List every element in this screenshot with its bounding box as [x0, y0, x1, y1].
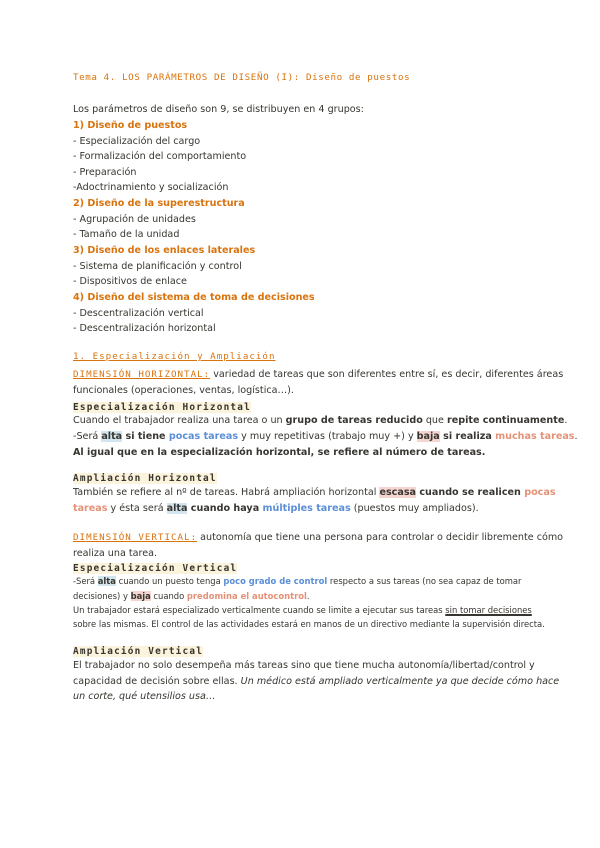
- text-run: muchas tareas: [495, 431, 575, 442]
- text-run: -Será: [73, 431, 102, 442]
- text-run: pocas: [524, 487, 556, 498]
- text-run: escasa: [379, 487, 417, 498]
- text-run: Un trabajador estará especializado verticalmente cuando se limite a ejecutar sus tareas: [73, 605, 446, 615]
- text-run: alta: [101, 431, 123, 442]
- amp-vertical-heading: Ampliación Vertical: [73, 646, 204, 657]
- text-run: cuando se realicen: [416, 487, 525, 498]
- list-item: - Formalización del comportamiento: [73, 151, 247, 162]
- text-run: poco grado de control: [223, 576, 328, 586]
- text-run: pocas tareas: [168, 431, 239, 442]
- esp-horizontal-line-3: Al igual que en la especialización horizontal, se refiere al número de tareas.: [73, 447, 486, 458]
- dim-horizontal-text: variedad de tareas que son diferentes entre sí, es decir, diferentes áreas: [210, 369, 564, 380]
- esp-vertical-line-3: [73, 604, 532, 616]
- dim-vertical-line-2: realiza una tarea.: [73, 548, 158, 559]
- list-item: - Descentralización horizontal: [73, 323, 216, 334]
- dim-vertical-text: autonomía que tiene una persona para controlar o decidir libremente cómo: [197, 532, 564, 543]
- dim-vertical-line-1: [73, 531, 563, 544]
- group-heading-1: 1) Diseño de puestos: [73, 120, 188, 131]
- esp-horizontal-heading-line: [73, 401, 251, 414]
- group-heading-4: 4) Diseño del sistema de toma de decisiones: [73, 292, 315, 303]
- esp-horizontal-heading: Especialización Horizontal: [73, 402, 251, 413]
- list-item: - Especialización del cargo: [73, 136, 201, 147]
- esp-vertical-heading: Especialización Vertical: [73, 563, 238, 574]
- dim-horizontal-line-1: [73, 368, 563, 381]
- list-item: -Adoctrinamiento y socialización: [73, 182, 229, 193]
- text-run: un corte, qué utensilios usa…: [73, 691, 216, 702]
- text-run: cuando un puesto tenga: [115, 576, 224, 586]
- text-run: y ésta será: [107, 503, 167, 514]
- text-run: Un médico está ampliado verticalmente ya que decide cómo hace: [240, 676, 560, 687]
- amp-horizontal-heading-line: [73, 472, 217, 485]
- text-run: capacidad de decisión sobre ellas.: [73, 676, 241, 687]
- group-heading-2: 2) Diseño de la superestructura: [73, 198, 245, 209]
- text-run: decisiones) y: [73, 591, 131, 601]
- text-run: tareas: [73, 503, 108, 514]
- text-run: y muy repetitivas (trabajo muy +) y: [238, 431, 417, 442]
- esp-vertical-heading-line: [73, 562, 237, 575]
- esp-horizontal-line-2: [73, 430, 578, 443]
- text-run: grupo de tareas reducido: [285, 415, 423, 426]
- dim-horizontal-line-2: funcionales (operaciones, ventas, logística…).: [73, 385, 294, 396]
- text-run: repite continuamente: [446, 415, 565, 426]
- list-item: - Agrupación de unidades: [73, 214, 196, 225]
- amp-vertical-line-1: El trabajador no solo desempeña más tareas sino que tiene mucha autonomía/libertad/control y: [73, 660, 535, 671]
- section-title: 1. Especialización y Ampliación: [73, 351, 276, 362]
- amp-vertical-line-2: [73, 675, 559, 688]
- amp-horizontal-line-2: [73, 502, 479, 515]
- dim-vertical-label: DIMENSIÓN VERTICAL:: [73, 532, 198, 543]
- text-run: predomina el autocontrol: [186, 591, 307, 601]
- amp-horizontal-line-1: [73, 486, 556, 499]
- amp-horizontal-heading: Ampliación Horizontal: [73, 473, 217, 484]
- text-run: .: [564, 415, 568, 426]
- list-item: - Tamaño de la unidad: [73, 229, 180, 240]
- text-run: .: [574, 431, 578, 442]
- text-run: que: [422, 415, 447, 426]
- text-run: respecto a sus tareas (no sea capaz de tomar: [327, 576, 522, 586]
- text-run: cuando haya: [187, 503, 263, 514]
- text-run: .: [306, 591, 310, 601]
- text-run: si realiza: [439, 431, 496, 442]
- list-item: - Dispositivos de enlace: [73, 276, 187, 287]
- text-run: cuando: [150, 591, 187, 601]
- text-run: alta: [97, 576, 116, 586]
- esp-vertical-line-4: sobre las mismas. El control de las actividades estará en manos de un directivo mediante la supervisión directa.: [73, 619, 545, 629]
- page-title: Tema 4. LOS PARÁMETROS DE DISEÑO (I): Diseño de puestos: [73, 72, 411, 83]
- list-item: - Preparación: [73, 167, 137, 178]
- text-run: sin tomar decisiones: [445, 605, 532, 615]
- esp-vertical-line-2: [73, 590, 310, 602]
- list-item: - Descentralización vertical: [73, 308, 204, 319]
- text-run: Cuando el trabajador realiza una tarea o un: [73, 415, 286, 426]
- text-run: si tiene: [122, 431, 169, 442]
- list-item: - Sistema de planificación y control: [73, 261, 242, 272]
- amp-vertical-heading-line: [73, 645, 203, 658]
- esp-horizontal-line-1: [73, 414, 567, 427]
- text-run: -Será: [73, 576, 98, 586]
- text-run: baja: [130, 591, 151, 601]
- group-heading-3: 3) Diseño de los enlaces laterales: [73, 245, 256, 256]
- dim-horizontal-label: DIMENSIÓN HORIZONTAL:: [73, 369, 211, 380]
- intro-text: Los parámetros de diseño son 9, se distribuyen en 4 grupos:: [73, 104, 364, 115]
- amp-vertical-line-3: [73, 690, 215, 703]
- esp-vertical-line-1: [73, 575, 522, 587]
- text-run: baja: [416, 431, 440, 442]
- text-run: alta: [166, 503, 188, 514]
- text-run: múltiples tareas: [262, 503, 351, 514]
- text-run: También se refiere al nº de tareas. Habrá ampliación horizontal: [73, 487, 380, 498]
- text-run: (puestos muy ampliados).: [350, 503, 479, 514]
